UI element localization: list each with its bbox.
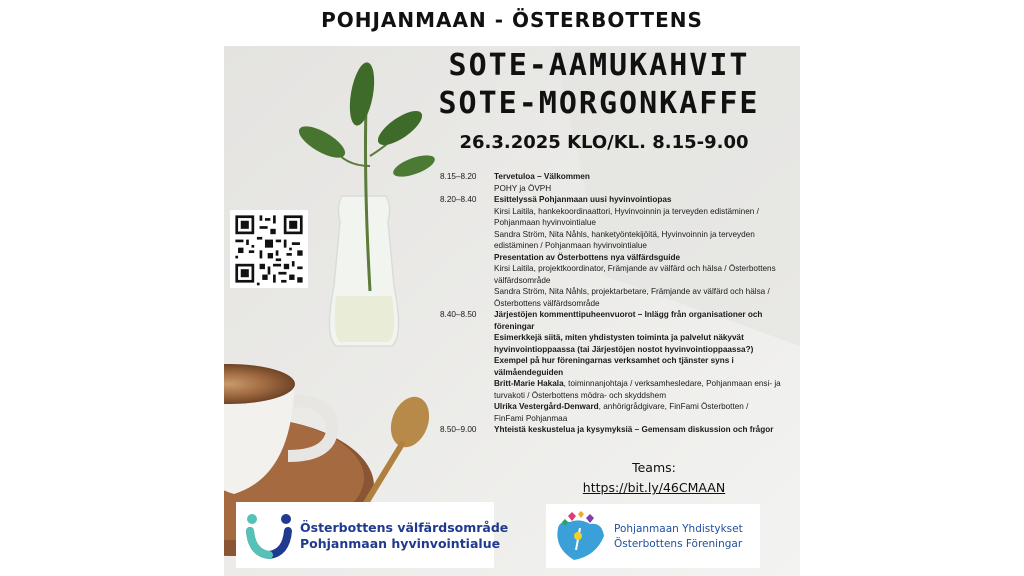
agenda-line-text: Kirsi Laitila, hankekoordinaattori, Hyvinvoinnin ja terveyden edistäminen / (494, 206, 759, 216)
agenda-line-text: Järjestöjen kommenttipuheenvuorot – Inlägg från organisationer och (494, 310, 763, 319)
agenda-time: 8.50–9.00 (440, 425, 477, 434)
agenda-line (494, 275, 800, 287)
agenda-line (494, 390, 800, 402)
agenda-item (440, 171, 800, 194)
agenda-line (494, 171, 800, 183)
agenda-line-text: Britt-Marie Hakala (494, 379, 564, 388)
logo-yhdistykset (546, 504, 760, 568)
agenda-line (494, 344, 800, 356)
poster-title-fi: SOTE-AAMUKAHVIT (448, 48, 750, 83)
agenda-time: 8.20–8.40 (440, 195, 477, 204)
agenda-line (494, 286, 800, 298)
yhdistykset-heart-icon (550, 506, 610, 566)
agenda-time: 8.40–8.50 (440, 310, 477, 319)
agenda-line (494, 355, 800, 367)
qr-code[interactable] (230, 210, 308, 288)
agenda-line-text: välmåendeguiden (494, 367, 564, 377)
agenda-line-text: POHY ja ÖVPH (494, 183, 552, 193)
teams-info (554, 458, 754, 498)
agenda-line (494, 298, 800, 310)
agenda-time: 8.15–8.20 (440, 172, 477, 181)
agenda-line-text: Kirsi Laitila, projektkoordinator, Främjande av välfärd och hälsa / Österbottens (494, 264, 776, 273)
agenda-line (494, 217, 800, 229)
agenda-line-text: Exempel på hur föreningarnas verksamhet och tjänster syns i (494, 356, 734, 365)
agenda-line-text: Yhteistä keskustelua ja kysymyksiä – Gemensam diskussion och frågor (494, 425, 774, 434)
agenda-body (494, 424, 800, 436)
agenda-line (494, 229, 800, 241)
agenda-line-text: Esittelyssä Pohjanmaan uusi hyvinvointiopas (494, 195, 672, 204)
agenda-line (494, 378, 800, 390)
agenda-line (494, 194, 800, 206)
agenda-line (494, 321, 800, 333)
agenda-line-text: Presentation av Österbottens nya välfärdsguide (494, 252, 681, 262)
agenda-line-text: Pohjanmaan hyvinvointialue (494, 218, 596, 227)
agenda-body (494, 171, 800, 194)
agenda-line-text: edistäminen / Pohjanmaan hyvinvointialue (494, 241, 647, 250)
agenda-line (494, 424, 800, 436)
agenda-line (494, 367, 800, 379)
agenda-line-text: Ulrika Vestergård-Denward (494, 402, 599, 411)
agenda-line-rest: , toiminnanjohtaja / verksamhesledare, Pohjanmaan ensi- ja (563, 379, 781, 388)
teams-link[interactable]: https://bit.ly/46CMAAN (582, 480, 726, 495)
logo-left-line1: Österbottens välfärdsområde (300, 520, 509, 535)
agenda-line-text: Sandra Ström, Nita Nåhls, hanketyöntekijöitä, Hyvinvoinnin ja terveyden (494, 229, 755, 239)
agenda-line-text: Sandra Ström, Nita Nåhls, projektarbetare, Främjande av välfärd och hälsa / (494, 287, 770, 296)
agenda-line-text: välfärdsområde (494, 275, 551, 285)
event-date: 26.3.2025 KLO/KL. 8.15-9.00 (459, 132, 749, 153)
agenda (440, 171, 800, 436)
logo-valfardsomrade (236, 502, 509, 568)
agenda-line-text: FinFami Pohjanmaa (494, 413, 568, 423)
agenda-line (494, 401, 800, 413)
page-title: POHJANMAAN - ÖSTERBOTTENS (321, 8, 703, 32)
agenda-line-text: Esimerkkejä siitä, miten yhdistysten toiminta ja palvelut näkyvät (494, 333, 744, 342)
agenda-line (494, 309, 800, 321)
agenda-line (494, 183, 800, 195)
agenda-item (440, 424, 800, 436)
teams-label: Teams: (632, 460, 676, 475)
agenda-line-text: hyvinvointioppaassa (tai Järjestöjen nostot hyvinvointioppaassa?) (494, 344, 754, 354)
poster-title-sv: SOTE-MORGONKAFFE (438, 86, 760, 121)
agenda-line (494, 206, 800, 218)
agenda-line (494, 413, 800, 425)
agenda-line-text: turvakoti / Österbottens mödra- och skyddshem (494, 390, 667, 400)
event-poster (224, 46, 800, 576)
agenda-line (494, 332, 800, 344)
agenda-line-rest: , anhörigrådgivare, FinFami Österbotten / (598, 402, 749, 411)
logo-right-line1: Pohjanmaan Yhdistykset (614, 523, 743, 535)
agenda-item (440, 309, 800, 424)
agenda-line-text: Tervetuloa – Välkommen (494, 172, 590, 181)
agenda-line (494, 240, 800, 252)
logo-right-line2: Österbottens Föreningar (614, 538, 743, 550)
agenda-body (494, 194, 800, 309)
logo-left-line2: Pohjanmaan hyvinvointialue (300, 536, 501, 551)
valfardsomrade-symbol-icon (242, 507, 298, 563)
agenda-line-text: Österbottens välfärdsområde (494, 298, 600, 308)
agenda-line (494, 263, 800, 275)
agenda-item (440, 194, 800, 309)
agenda-line-text: föreningar (494, 321, 535, 331)
agenda-body (494, 309, 800, 424)
agenda-line (494, 252, 800, 264)
